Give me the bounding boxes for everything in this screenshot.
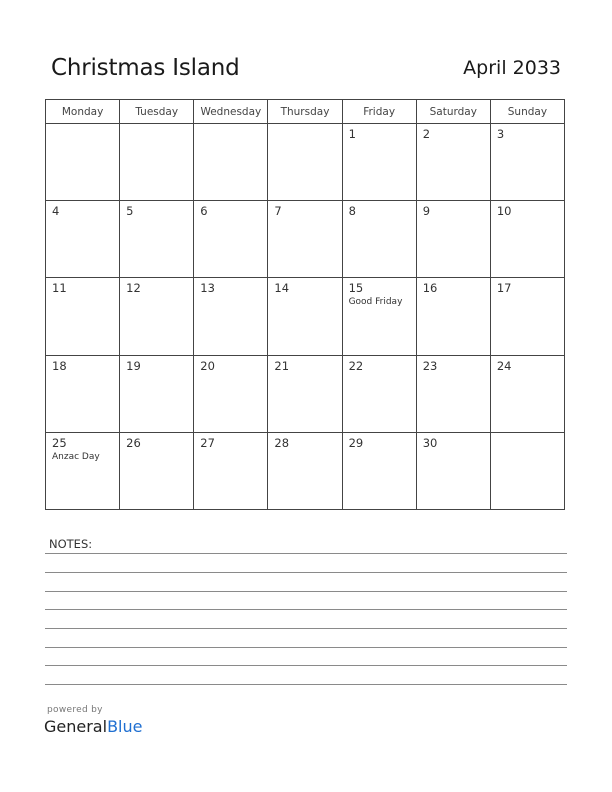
calendar-day-cell [120, 278, 194, 355]
calendar-day-cell [491, 433, 565, 510]
holiday-label: Good Friday [348, 297, 403, 308]
day-number: 6 [200, 204, 208, 219]
weekday-header: Thursday [268, 100, 342, 124]
calendar-day-cell [343, 124, 417, 201]
calendar-day-cell [417, 201, 491, 278]
calendar-day-cell [120, 433, 194, 510]
day-number: 2 [422, 127, 431, 141]
calendar-day-cell [343, 278, 417, 355]
day-number: 19 [126, 358, 141, 373]
calendar-day-cell [491, 124, 565, 201]
calendar-day-cell [491, 201, 565, 278]
day-number: 26 [126, 435, 141, 450]
calendar-day-cell [194, 356, 268, 433]
notes-line [45, 572, 567, 573]
day-number: 25 [52, 435, 67, 450]
calendar-day-cell [46, 356, 120, 433]
calendar-day-cell [343, 201, 417, 278]
day-number: 8 [348, 204, 356, 219]
calendar-day-cell [491, 356, 565, 433]
calendar-day-cell [268, 278, 342, 355]
notes-label: NOTES: [49, 537, 93, 551]
day-number: 24 [496, 358, 512, 373]
calendar-day-cell [417, 278, 491, 355]
day-number: 12 [126, 281, 141, 296]
calendar-day-cell [417, 356, 491, 433]
day-number: 20 [200, 358, 215, 373]
notes-line [45, 647, 567, 648]
day-number: 15 [348, 281, 364, 296]
weekday-header: Friday [343, 100, 417, 124]
day-number: 4 [52, 204, 60, 219]
day-number: 30 [422, 435, 438, 450]
holiday-label: Anzac Day [52, 451, 100, 462]
day-number: 29 [348, 435, 364, 450]
calendar-day-cell [194, 201, 268, 278]
calendar-day-cell [343, 433, 417, 510]
day-number: 3 [496, 127, 505, 141]
weekday-header: Monday [46, 100, 120, 124]
calendar-day-cell [194, 124, 268, 201]
calendar-month: April 2033 [463, 57, 561, 79]
weekday-header: Tuesday [120, 100, 194, 124]
day-number: 5 [126, 204, 134, 219]
calendar-grid [45, 99, 565, 510]
calendar-day-cell [46, 433, 120, 510]
calendar-title: Christmas Island [51, 55, 240, 81]
calendar-day-cell [268, 356, 342, 433]
calendar-day-cell [46, 278, 120, 355]
calendar-day-cell [120, 124, 194, 201]
day-number: 16 [422, 281, 438, 296]
powered-by-text: powered by [47, 705, 103, 715]
day-number: 7 [274, 204, 282, 219]
brand-text-blue: Blue [107, 717, 143, 736]
day-number: 28 [274, 435, 290, 450]
calendar-day-cell [343, 356, 417, 433]
day-number: 14 [274, 281, 290, 296]
day-number: 23 [422, 358, 438, 373]
notes-line [45, 609, 567, 610]
calendar-day-cell [120, 201, 194, 278]
calendar-day-cell [120, 356, 194, 433]
day-number: 1 [348, 127, 356, 141]
weekday-header: Saturday [417, 100, 491, 124]
calendar-day-cell [194, 433, 268, 510]
calendar-day-cell [417, 124, 491, 201]
calendar-day-cell [268, 201, 342, 278]
day-number: 9 [422, 204, 431, 219]
calendar-day-cell [46, 201, 120, 278]
day-number: 22 [348, 358, 364, 373]
day-number: 17 [496, 281, 512, 296]
day-number: 11 [52, 281, 67, 296]
weekday-header: Wednesday [194, 100, 268, 124]
calendar-day-cell [46, 124, 120, 201]
brand-text-general: General [44, 717, 108, 736]
notes-line [45, 684, 567, 685]
notes-line [45, 553, 567, 554]
day-number: 13 [200, 281, 215, 296]
calendar-day-cell [194, 278, 268, 355]
notes-line [45, 591, 567, 592]
notes-line [45, 665, 567, 666]
day-number: 10 [496, 204, 512, 219]
weekday-header: Sunday [491, 100, 565, 124]
day-number: 18 [52, 358, 67, 373]
calendar-day-cell [491, 278, 565, 355]
calendar-day-cell [268, 124, 342, 201]
calendar-day-cell [268, 433, 342, 510]
generalblue-logo [44, 717, 142, 736]
notes-line [45, 628, 567, 629]
calendar-day-cell [417, 433, 491, 510]
day-number: 27 [200, 435, 215, 450]
day-number: 21 [274, 358, 290, 373]
